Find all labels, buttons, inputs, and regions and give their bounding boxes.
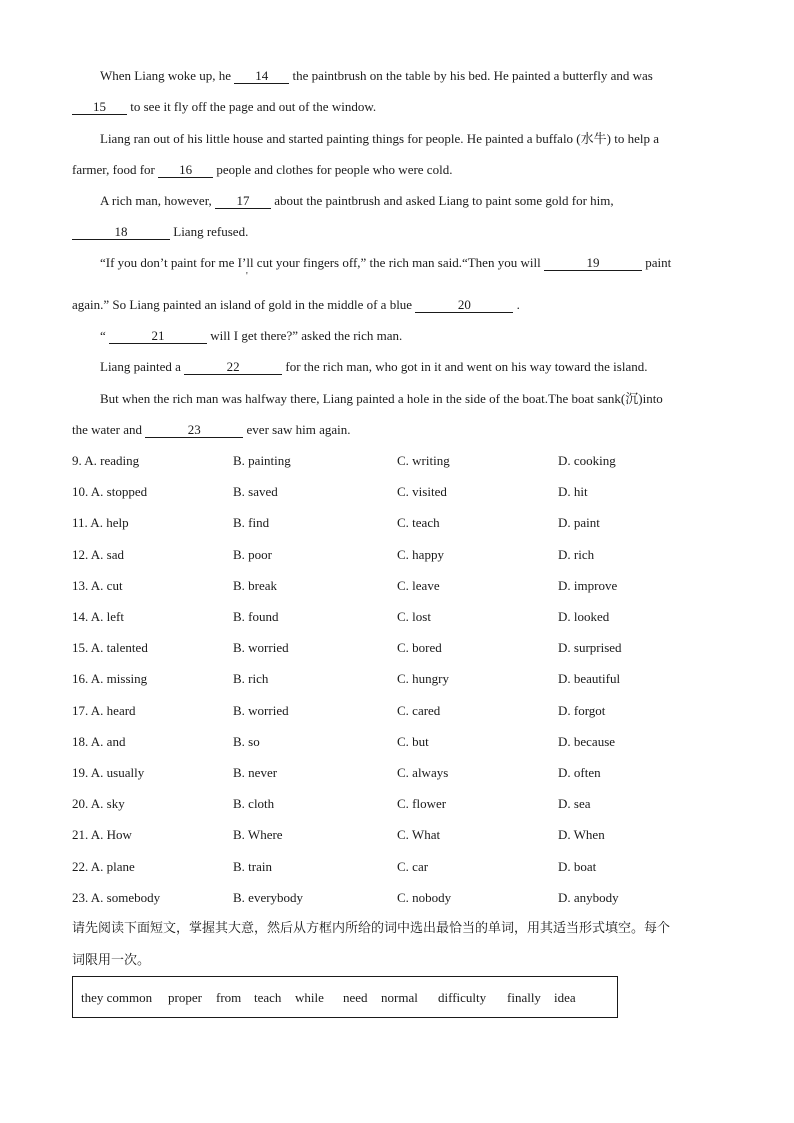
blank-23[interactable]: 23 [145,422,243,438]
option-a[interactable]: 16. A. missing [72,671,148,686]
word-while: while [295,990,324,1005]
word-teach: teach [254,990,282,1005]
passage-line-11 [100,390,722,408]
blank-14[interactable]: 14 [234,68,289,84]
option-c[interactable]: C. cared [397,703,441,718]
passage-text: ever saw him again. [243,422,351,437]
blank-19[interactable]: 19 [544,255,642,271]
option-c[interactable]: C. but [397,734,429,749]
option-a[interactable]: 10. A. stopped [72,484,148,499]
option-b[interactable]: B. never [233,765,278,780]
passage-text: again.” So Liang painted an island of gold in the middle of a blue [72,297,416,312]
blank-22[interactable]: 22 [184,359,282,375]
question-14-options [72,608,732,626]
option-a[interactable]: 13. A. cut [72,578,123,593]
option-b[interactable]: B. worried [233,703,289,718]
option-a[interactable]: 22. A. plane [72,859,135,874]
passage-line-4 [72,161,722,179]
option-d[interactable]: D. cooking [558,453,616,468]
passage-text: about the paintbrush and asked Liang to paint some gold for him, [271,193,614,208]
option-b[interactable]: B. everybody [233,890,304,905]
passage-text: Liang painted a [100,359,185,374]
passage-text: I’ll cut your fingers off,” the rich man said.“Then you will [234,255,544,270]
instruction-line-1: 请先阅读下面短文，掌握其大意，然后从方框内所给的词中选出最恰当的单词，用其适当形式填空。每个 [72,921,671,936]
question-19-options [72,764,732,782]
passage-line-8 [72,296,722,314]
option-d[interactable]: D. boat [558,859,597,874]
question-20-options [72,795,732,813]
option-d[interactable]: D. looked [558,609,610,624]
option-d[interactable]: D. because [558,734,616,749]
word-finally: finally [507,990,541,1005]
option-d[interactable]: D. hit [558,484,588,499]
option-a[interactable]: 17. A. heard [72,703,136,718]
passage-line-6 [72,223,722,241]
question-22-options [72,858,732,876]
option-c[interactable]: C. What [397,827,441,842]
word-they-common: they common [81,990,153,1005]
option-d[interactable]: D. anybody [558,890,619,905]
passage-text: will I get there?” asked the rich man. [207,328,403,343]
option-d[interactable]: D. rich [558,547,595,562]
option-d[interactable]: D. often [558,765,601,780]
passage-line-7 [100,254,722,272]
passage-text: Liang ran out of his little house and started painting things for people. He painted a buffalo (水牛) to help a [100,131,659,146]
option-b[interactable]: B. train [233,859,272,874]
passage-line-1 [100,67,722,85]
question-11-options [72,514,732,532]
word-difficulty: difficulty [438,990,487,1005]
option-a[interactable]: 19. A. usually [72,765,145,780]
passage-text: A rich man, however, [100,193,216,208]
option-d[interactable]: D. forgot [558,703,606,718]
option-a[interactable]: 12. A. sad [72,547,124,562]
option-c[interactable]: C. hungry [397,671,449,686]
instruction-line-2: 词限用一次。 [72,953,151,968]
option-c[interactable]: C. nobody [397,890,452,905]
question-13-options [72,577,732,595]
blank-15[interactable]: 15 [72,99,127,115]
option-a[interactable]: 21. A. How [72,827,132,842]
option-c[interactable]: C. car [397,859,429,874]
option-d[interactable]: D. improve [558,578,618,593]
question-12-options [72,546,732,564]
option-b[interactable]: B. rich [233,671,269,686]
passage-text: the water and [72,422,146,437]
passage-text: the paintbrush on the table by his bed. He painted a butterfly and was [289,68,653,83]
option-c[interactable]: C. teach [397,515,440,530]
passage-text: to see it fly off the page and out of the window. [127,99,377,114]
question-17-options [72,702,732,720]
option-a[interactable]: 11. A. help [72,515,129,530]
blank-21[interactable]: 21 [109,328,207,344]
blank-18[interactable]: 18 [72,224,170,240]
option-b[interactable]: B. poor [233,547,272,562]
option-c[interactable]: C. leave [397,578,440,593]
option-c[interactable]: C. bored [397,640,442,655]
option-b[interactable]: B. cloth [233,796,275,811]
word-proper: proper [168,990,202,1005]
question-16-options [72,670,732,688]
option-b[interactable]: B. find [233,515,270,530]
passage-text: for the rich man, who got in it and went on his way toward the island. [282,359,648,374]
question-9-options [72,452,732,470]
option-c[interactable]: C. lost [397,609,431,624]
question-23-options [72,889,732,907]
option-b[interactable]: B. worried [233,640,289,655]
passage-line-9 [100,327,722,345]
option-c[interactable]: C. happy [397,547,444,562]
option-c[interactable]: C. visited [397,484,447,499]
passage-line-3 [100,130,722,148]
passage-text: . [513,297,520,312]
option-b[interactable]: B. found [233,609,279,624]
option-c[interactable]: C. writing [397,453,450,468]
question-15-options [72,639,732,657]
passage-text: “If you don’t paint for me [100,255,235,270]
option-d[interactable]: D. paint [558,515,600,530]
option-a[interactable]: 23. A. somebody [72,890,161,905]
word-need: need [343,990,368,1005]
passage-text: “ [100,328,110,343]
option-a[interactable]: 9. A. reading [72,453,140,468]
question-10-options [72,483,732,501]
passage-text: people and clothes for people who were cold. [213,162,453,177]
word-from: from [216,990,242,1005]
passage-line-5 [100,192,722,210]
passage-text: Liang refused. [170,224,249,239]
passage-text: paint [641,255,672,270]
option-c[interactable]: C. flower [397,796,447,811]
option-d[interactable]: D. When [558,827,605,842]
passage-line-2 [72,98,722,116]
passage-text: But when the rich man was halfway there, Liang painted a hole in the side of the boat.The boat sank(沉)into [100,391,663,406]
word-bank-box [72,976,618,1018]
option-a[interactable]: 18. A. and [72,734,126,749]
option-b[interactable]: B. so [233,734,260,749]
option-a[interactable]: 20. A. sky [72,796,125,811]
option-d[interactable]: D. beautiful [558,671,621,686]
option-b[interactable]: B. saved [233,484,278,499]
option-b[interactable]: B. painting [233,453,291,468]
blank-16[interactable]: 16 [158,162,213,178]
option-b[interactable]: B. break [233,578,278,593]
question-21-options [72,826,732,844]
blank-17[interactable]: 17 [215,193,271,209]
word-idea: idea [554,990,576,1005]
option-b[interactable]: B. Where [233,827,283,842]
passage-text: farmer, food for [72,162,159,177]
passage-text: When Liang woke up, he [100,68,235,83]
option-c[interactable]: C. always [397,765,449,780]
option-d[interactable]: D. sea [558,796,591,811]
option-a[interactable]: 15. A. talented [72,640,148,655]
stray-mark: ' [246,271,248,282]
option-d[interactable]: D. surprised [558,640,622,655]
blank-20[interactable]: 20 [415,297,513,313]
option-a[interactable]: 14. A. left [72,609,124,624]
question-18-options [72,733,732,751]
word-normal: normal [381,990,418,1005]
passage-line-12 [72,421,722,439]
passage-line-10 [100,358,722,376]
